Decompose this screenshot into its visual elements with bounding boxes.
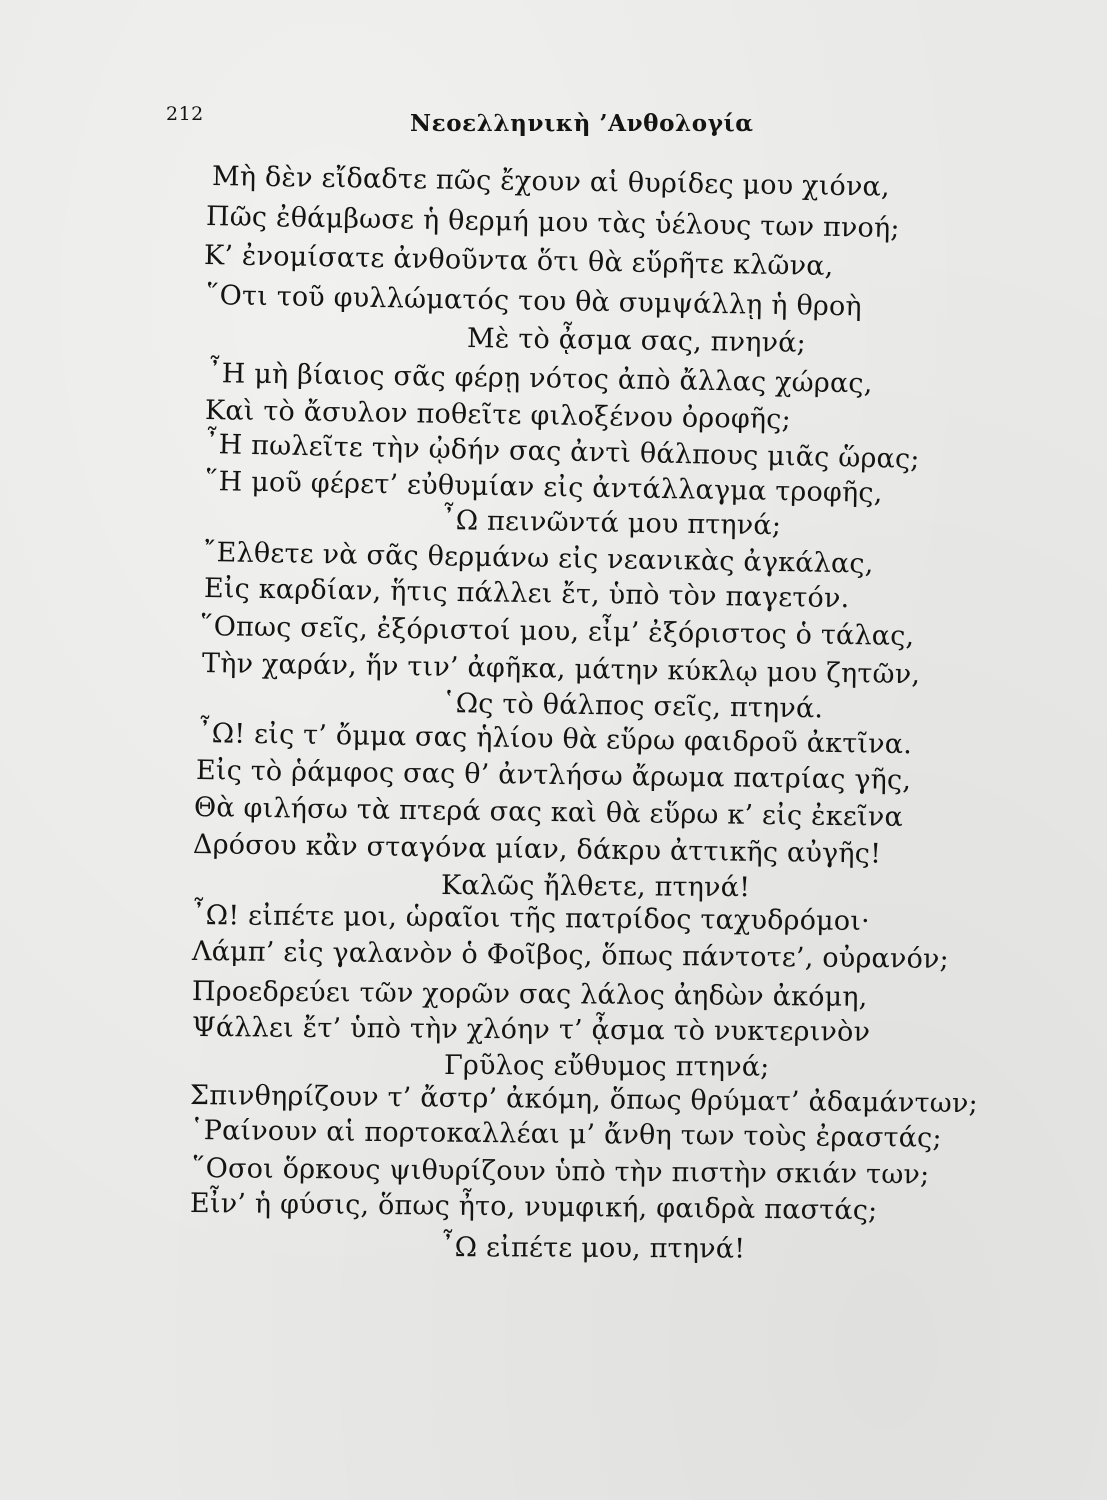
poem-line: Ψάλλει ἔτ’ ὑπὸ τὴν χλόην τ’ ᾆσμα τὸ νυκτερινὸν — [191, 1012, 871, 1048]
poem-line: Λάμπ’ εἰς γαλανὸν ὁ Φοῖβος, ὅπως πάντοτε’, οὐρανόν; — [191, 936, 950, 975]
poem-line: Καὶ τὸ ἄσυλον ποθεῖτε φιλοξένου ὀροφῆς; — [204, 395, 792, 436]
poem-line: ῏Ω! εἰπέτε μοι, ὡραῖοι τῆς πατρίδος ταχυδρόμοι· — [191, 900, 871, 937]
poem-line: Θὰ φιλήσω τὰ πτερά σας καὶ θὰ εὕρω κ’ εἰς ἐκεῖνα — [193, 792, 904, 833]
poem-refrain: ῏Ω πεινῶντά μου πτηνά; — [441, 505, 782, 542]
page-number: 212 — [166, 103, 204, 125]
poem-line: ῞Οπως σεῖς, ἐξόριστοί μου, εἶμ’ ἐξόριστος ὁ τάλας, — [199, 611, 915, 652]
poem-line: ῏Η μὴ βίαιος σᾶς φέρῃ νότος ἀπὸ ἄλλας χώρας, — [207, 358, 873, 400]
poem-refrain: Μὲ τὸ ᾆσμα σας, πνηνά; — [466, 323, 807, 359]
poem-line: Κ’ ἐνομίσατε ἀνθοῦντα ὅτι θὰ εὕρῆτε κλῶνα, — [203, 240, 834, 282]
poem-line: Μὴ δὲν εἴδαδτε πῶς ἔχουν αἱ θυρίδες μου χιόνα, — [211, 161, 891, 203]
poem-line: ῞Οτι τοῦ φυλλώματός του θὰ συμψάλλῃ ἡ θροὴ — [205, 280, 863, 323]
poem-line: Δρόσου κἂν σταγόνα μίαν, δάκρυ ἀττικῆς αὐγῆς! — [192, 829, 882, 870]
poem-refrain: ῏Ω εἰπέτε μου, πτηνά! — [440, 1232, 746, 1265]
poem-line: ῏Ω! εἰς τ’ ὄμμα σας ἡλίου θὰ εὕρω φαιδροῦ ἀκτῖνα. — [197, 718, 913, 761]
poem-line: ῞Οσοι ὅρκους ψιθυρίζουν ὑπὸ τὴν πιστὴν σκιάν των; — [191, 1153, 930, 1191]
poem-line: ῞Η μοῦ φέρετ’ εὐθυμίαν εἰς ἀντάλλαγμα τροφῆς, — [204, 466, 883, 509]
poem-refrain: Γρῦλος εὔθυμος πτηνά; — [443, 1050, 770, 1083]
poem-line: Τὴν χαράν, ἥν τιν’ ἀφῆκα, μάτην κύκλῳ μου ζητῶν, — [201, 648, 921, 691]
poem-line: Εἶν’ ἡ φύσις, ὅπως ἦτο, νυμφική, φαιδρὰ παστάς; — [189, 1188, 878, 1227]
poem-line: ῎Ελθετε νὰ σᾶς θερμάνω εἰς νεανικὰς ἀγκάλας, — [202, 537, 874, 580]
poem-line: Προεδρεύει τῶν χορῶν σας λάλος ἀηδὼν ἀκόμη, — [191, 976, 868, 1013]
poem-line: Εἰς καρδίαν, ἥτις πάλλει ἔτ, ὑπὸ τὸν παγετόν. — [203, 573, 850, 615]
poem-line: ῾Ραίνουν αἱ πορτοκαλλέαι μ’ ἄνθη των τοὺς ἐραστάς; — [189, 1115, 942, 1154]
poem-line: Εἰς τὸ ῥάμφος σας θ’ ἀντλήσω ἄρωμα πατρίας γῆς, — [195, 755, 912, 796]
poem-line: Πῶς ἐθάμβωσε ἡ θερμή μου τὰς ὑέλους των πνοή; — [205, 201, 900, 245]
poem-refrain: ῾Ως τὸ θάλπος σεῖς, πτηνά. — [441, 688, 824, 725]
poem-refrain: Καλῶς ἤλθετε, πτηνά! — [440, 870, 751, 904]
running-head: Νεοελληνικὴ ’Ανθολογία — [410, 110, 754, 137]
poem-line: ῏Η πωλεῖτε τὴν ᾠδήν σας ἀντὶ θάλπους μιᾶς ὥρας; — [204, 429, 920, 475]
poem-line: Σπινθηρίζουν τ’ ἄστρ’ ἀκόμη, ὅπως θρύματ’ ἀδαμάντων; — [189, 1080, 979, 1120]
